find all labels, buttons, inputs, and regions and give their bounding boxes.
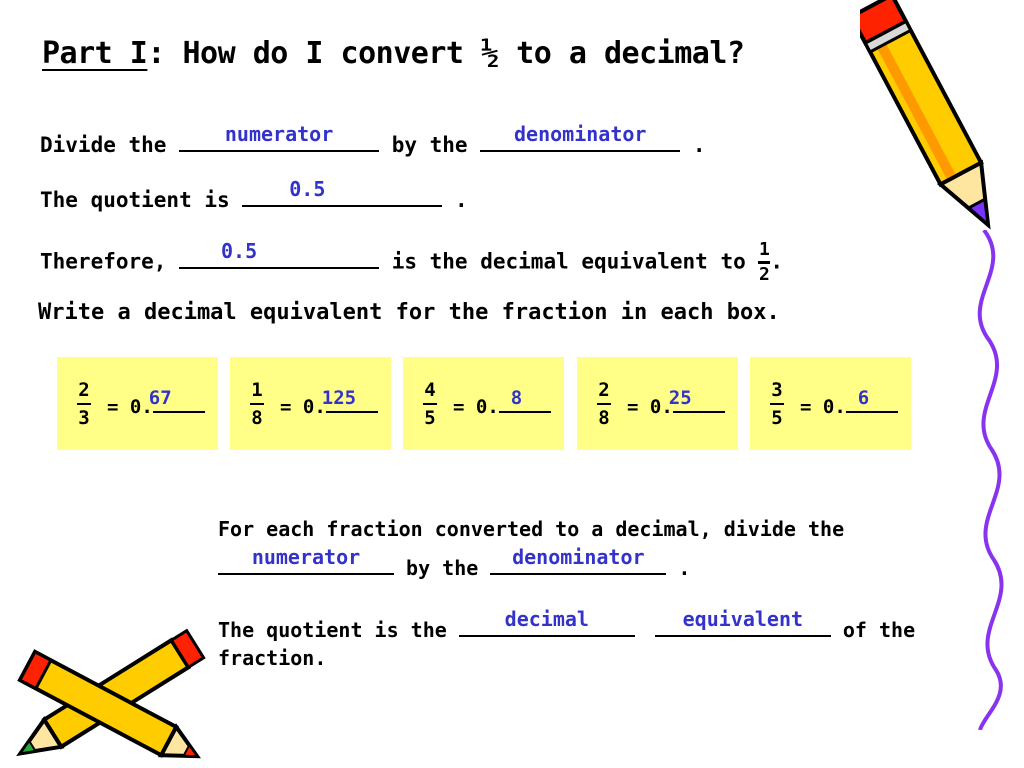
purple-squiggle-decoration (954, 230, 1024, 730)
blank-field (242, 177, 442, 207)
numerator-digit: 1 (758, 239, 770, 260)
pencil-clipart-top-right (860, 0, 1010, 250)
numerator-digit: 2 (598, 379, 610, 401)
answer-blank (846, 387, 898, 413)
box-equation (627, 387, 725, 418)
answer-text: numerator (224, 122, 334, 146)
equation-prefix: = 0. (627, 396, 673, 418)
denominator-digit: 3 (78, 407, 90, 429)
line-therefore (40, 238, 784, 285)
box-fraction (77, 381, 91, 428)
fraction-bar (597, 403, 611, 405)
denominator-digit: 5 (424, 407, 436, 429)
line-text: . (680, 133, 706, 157)
box-equation (107, 387, 205, 418)
numerator-digit: 3 (771, 379, 783, 401)
denominator-digit: 8 (251, 407, 263, 429)
box-fraction (423, 381, 437, 428)
answer-text: denominator (512, 545, 645, 569)
answer-text: decimal (504, 607, 589, 631)
fraction-box (57, 357, 218, 450)
line-text: Divide the (40, 133, 180, 157)
equation-prefix: = 0. (107, 396, 153, 418)
fraction-bar (77, 403, 91, 405)
box-equation (453, 387, 551, 418)
line-quotient (40, 177, 468, 212)
line-text: by the (379, 133, 481, 157)
answer-blank (499, 387, 551, 413)
fraction-box (403, 357, 564, 450)
box-equation (280, 387, 378, 418)
fraction-bar (770, 403, 784, 405)
answer-blank (148, 387, 205, 413)
blank-field (179, 122, 379, 152)
para-divide-line1: For each fraction converted to a decimal, divide the (218, 517, 845, 541)
answer-text: numerator (251, 545, 361, 569)
blank-field (480, 122, 680, 152)
blank-field (490, 545, 666, 575)
line-text: Therefore, (40, 249, 180, 274)
answer-text: 0.5 (221, 238, 258, 263)
denominator-digit: 2 (758, 264, 770, 285)
denominator-digit: 8 (598, 407, 610, 429)
numerator-digit: 4 (424, 379, 436, 401)
numerator-digit: 2 (78, 379, 90, 401)
line-text: of the (830, 618, 916, 642)
instruction-text: Write a decimal equivalent for the fraction in each box. (38, 300, 780, 325)
answer-text: equivalent (682, 607, 804, 631)
answer-text: 6 (857, 387, 870, 409)
para-quotient-line2: fraction. (218, 646, 327, 670)
box-equation (800, 387, 898, 418)
para-divide-line2 (218, 545, 691, 580)
blank-field (655, 607, 831, 637)
box-fraction (250, 381, 264, 428)
blank-field (179, 238, 379, 269)
line-divide (40, 122, 706, 157)
answer-text: 0.5 (289, 177, 326, 201)
fraction-box (750, 357, 911, 450)
line-text: . (770, 249, 784, 274)
box-fraction (770, 381, 784, 428)
line-text: The quotient is the (218, 618, 459, 642)
answer-text: 25 (668, 387, 692, 409)
answer-text: denominator (514, 122, 647, 146)
answer-text: 125 (321, 387, 357, 409)
fraction-box (230, 357, 391, 450)
line-text: by the (394, 556, 491, 580)
answer-blank (668, 387, 725, 413)
box-fraction (597, 381, 611, 428)
equation-prefix: = 0. (800, 396, 846, 418)
line-text: The quotient is (40, 188, 243, 212)
equation-prefix: = 0. (280, 396, 326, 418)
fraction-bar (250, 403, 264, 405)
title-part: Part I (42, 36, 148, 71)
title-question: : How do I convert ½ to a decimal? (147, 36, 745, 71)
line-text: is the decimal equivalent to (379, 249, 759, 274)
fraction-half (758, 241, 770, 284)
equation-prefix: = 0. (453, 396, 499, 418)
fraction-box (577, 357, 738, 450)
blank-field (459, 607, 635, 637)
line-text: . (442, 188, 468, 212)
page-title (42, 36, 744, 71)
answer-text: 67 (148, 387, 172, 409)
blank-field (218, 545, 394, 575)
denominator-digit: 5 (771, 407, 783, 429)
pencils-clipart-bottom-left (0, 620, 215, 760)
line-text: . (666, 556, 691, 580)
numerator-digit: 1 (251, 379, 263, 401)
answer-text: 8 (510, 387, 523, 409)
fraction-bar (423, 403, 437, 405)
para-quotient-line1 (218, 607, 916, 642)
answer-blank (321, 387, 378, 413)
